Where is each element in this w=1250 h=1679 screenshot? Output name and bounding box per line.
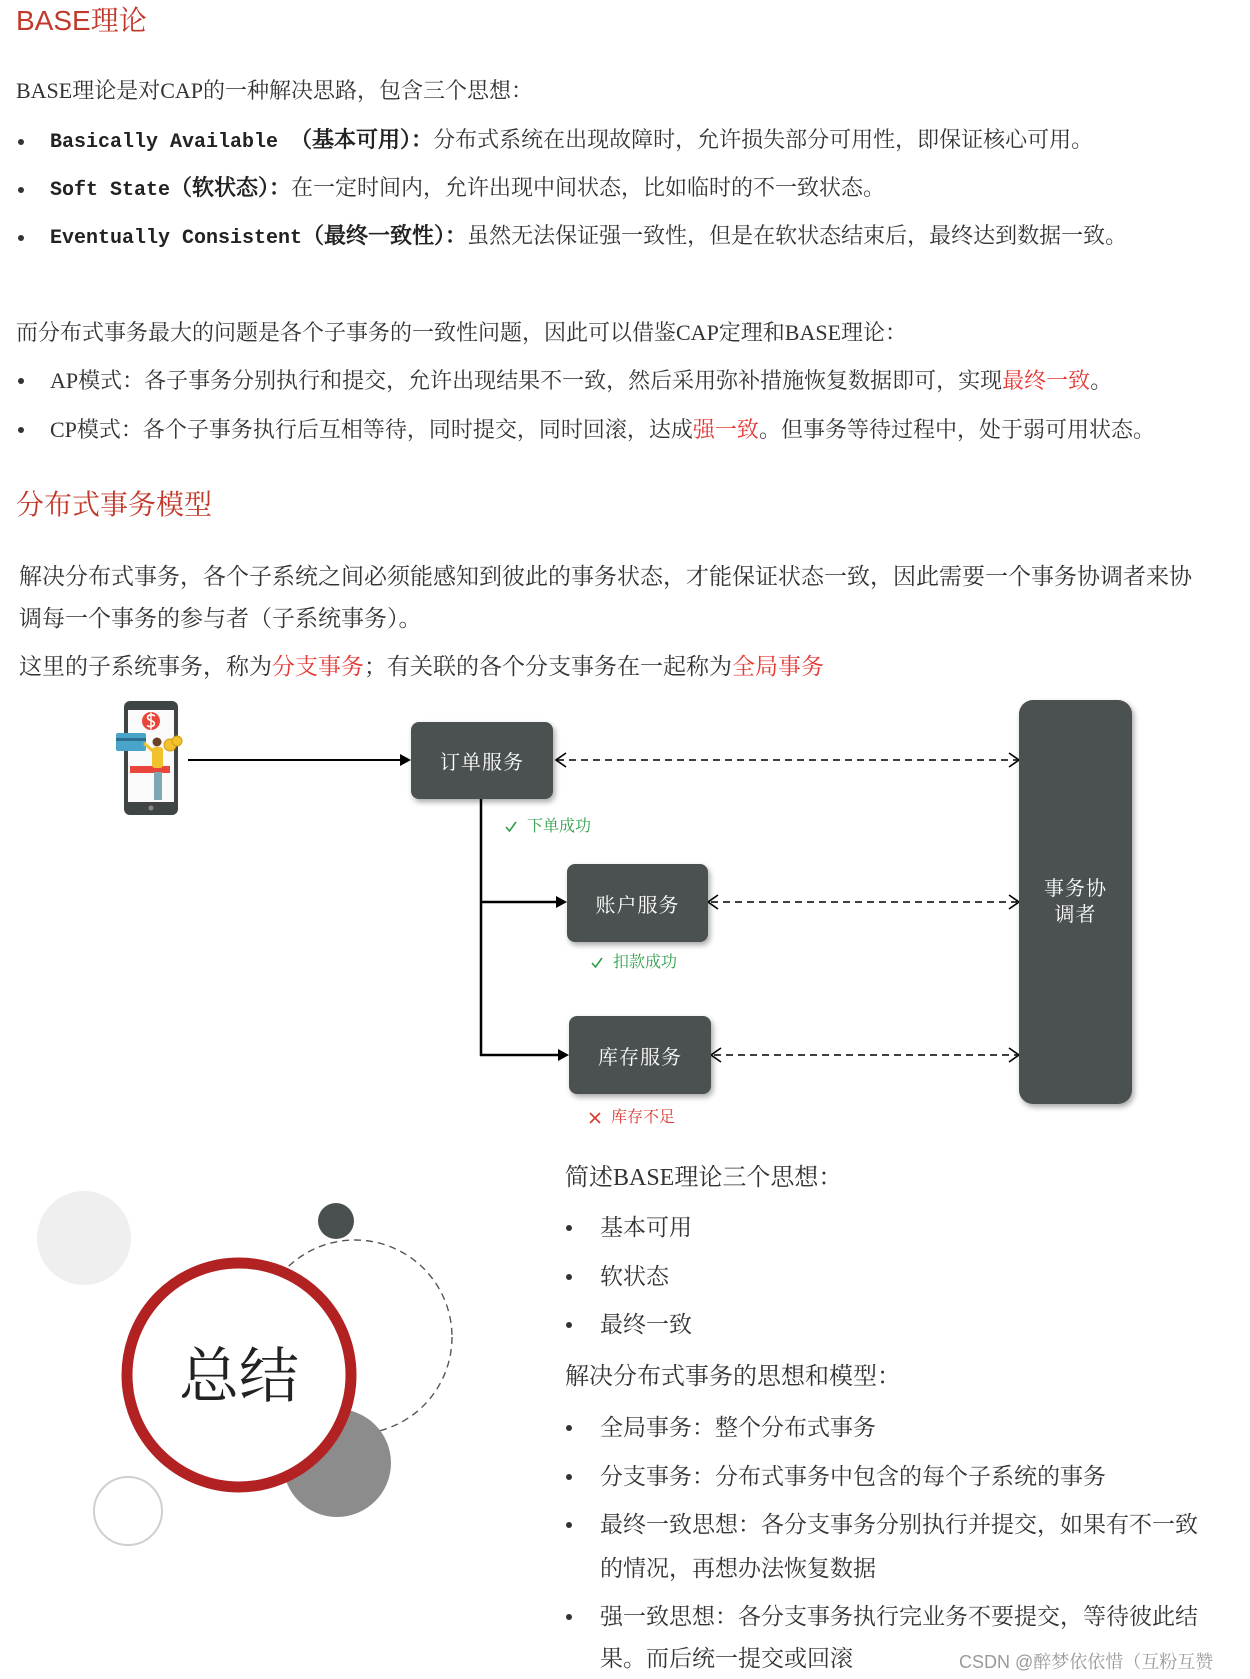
summary-base-title: 简述BASE理论三个思想：	[565, 1165, 843, 1191]
cp-mode-highlight: 强一致	[692, 417, 759, 442]
summary-base-item	[566, 1212, 692, 1244]
ap-mode-highlight: 最终一致	[1002, 368, 1091, 393]
bullet-dot	[566, 1225, 572, 1231]
summary-base-item	[566, 1261, 669, 1293]
inventory-service-box: 库存服务	[569, 1016, 711, 1094]
base-item-desc: 在一定时间内，允许出现中间状态，比如临时的不一致状态。	[291, 175, 886, 200]
bullet-dot	[566, 1474, 572, 1480]
account-coordinator-link	[708, 895, 1019, 909]
csdn-watermark: CSDN @醉梦依依惜（互粉互赞	[959, 1652, 1214, 1672]
base-heading: BASE理论	[16, 5, 147, 36]
account-service-box: 账户服务	[567, 864, 708, 942]
summary-model-item	[566, 1461, 1106, 1493]
branch-transaction-term: 分支事务	[272, 654, 364, 679]
base-item-desc: 分布式系统在出现故障时，允许损失部分可用性，即保证核心可用。	[433, 127, 1094, 152]
check-icon	[504, 820, 518, 834]
coordinator-label-line: 事务协	[1044, 878, 1107, 900]
summary-base-item-text: 软状态	[600, 1264, 669, 1289]
payment-phone-icon	[116, 700, 183, 816]
account-status-text: 扣款成功	[613, 954, 678, 971]
ap-mode-tail: 。	[1090, 368, 1113, 393]
decor-circle-outline	[94, 1477, 162, 1545]
summary-model-title: 解决分布式事务的思想和模型：	[565, 1364, 901, 1390]
request-arrow	[188, 754, 411, 766]
summary-model-item	[566, 1601, 1198, 1633]
base-intro: BASE理论是对CAP的一种解决思路，包含三个思想：	[16, 78, 534, 103]
summary-model-item-text: 全局事务：整个分布式事务	[600, 1415, 876, 1440]
bullet-dot	[18, 235, 24, 241]
inventory-status-label	[588, 1108, 675, 1128]
summary-model-item	[566, 1509, 1198, 1541]
order-coordinator-link	[556, 753, 1019, 767]
transaction-diagram	[0, 690, 1250, 1140]
bullet-dot	[566, 1425, 572, 1431]
base-item-term-cn: （基本可用）：	[290, 127, 434, 152]
bullet-dot	[566, 1614, 572, 1620]
definition-text: 这里的子系统事务，称为	[19, 654, 272, 679]
summary-base-item-text: 最终一致	[600, 1312, 692, 1337]
inventory-coordinator-link	[711, 1048, 1019, 1062]
bullet-dot	[566, 1274, 572, 1280]
summary-model-item-text: 最终一致思想：各分支事务分别执行并提交，如果有不一致	[600, 1512, 1198, 1537]
bullet-dot	[566, 1522, 572, 1528]
bullet-dot	[18, 187, 24, 193]
model-paragraph-line: 解决分布式事务，各个子系统之间必须能感知到彼此的事务状态，才能保证状态一致，因此需要一个事务协调者来协	[19, 564, 1192, 589]
base-item-eventually-consistent	[18, 221, 1127, 254]
base-item-term-cn: （最终一致性）：	[302, 223, 468, 248]
bullet-dot	[18, 427, 24, 433]
order-service-box: 订单服务	[411, 722, 553, 799]
global-transaction-term: 全局事务	[732, 654, 824, 679]
order-status-text: 下单成功	[527, 818, 592, 835]
summary-model-item-text: 分支事务：分布式事务中包含的每个子系统的事务	[600, 1464, 1106, 1489]
consistency-problem: 而分布式事务最大的问题是各个子事务的一致性问题，因此可以借鉴CAP定理和BASE理论：	[16, 320, 908, 345]
cp-mode-text: CP模式：各个子事务执行后互相等待，同时提交，同时回滚，达成	[50, 417, 693, 442]
inventory-status-text: 库存不足	[611, 1109, 676, 1126]
model-heading: 分布式事务模型	[16, 489, 213, 520]
bullet-dot	[18, 139, 24, 145]
coordinator-label-line: 调者	[1054, 904, 1097, 926]
base-item-basically-available	[18, 125, 1093, 158]
summary-model-item-text: 强一致思想：各分支事务执行完业务不要提交，等待彼此结	[600, 1604, 1198, 1629]
order-status-label	[504, 817, 591, 837]
base-item-term: Soft State	[50, 179, 171, 202]
model-paragraph-line: 调每一个事务的参与者（子系统事务）。	[19, 606, 422, 631]
summary-badge: 总结	[179, 1344, 299, 1410]
cp-mode-item	[18, 415, 1155, 445]
cp-mode-tail: 。但事务等待过程中，处于弱可用状态。	[758, 417, 1155, 442]
summary-base-item-text: 基本可用	[600, 1215, 692, 1240]
summary-base-item	[566, 1309, 692, 1341]
summary-model-item-continuation: 的情况，再想办法恢复数据	[600, 1556, 876, 1581]
ap-mode-item	[18, 366, 1112, 396]
account-branch-arrow	[480, 896, 567, 908]
model-definition	[19, 651, 824, 683]
summary-model-item	[566, 1412, 876, 1444]
base-item-term: Eventually Consistent	[50, 227, 303, 250]
transaction-coordinator-box	[1019, 700, 1132, 1104]
check-icon	[590, 956, 604, 970]
bullet-dot	[18, 378, 24, 384]
decor-circle-light	[37, 1191, 131, 1285]
ap-mode-text: AP模式：各子事务分别执行和提交，允许出现结果不一致，然后采用弥补措施恢复数据即可，实现	[50, 368, 1003, 393]
inventory-branch-arrow	[480, 1049, 569, 1061]
base-item-soft-state	[18, 173, 885, 206]
cross-icon	[588, 1111, 602, 1125]
decor-circle-dark	[318, 1203, 354, 1239]
base-item-term-cn: （软状态）：	[170, 175, 292, 200]
account-status-label	[590, 953, 677, 973]
bullet-dot	[566, 1322, 572, 1328]
base-item-term: Basically Available	[50, 131, 291, 154]
definition-text: ；有关联的各个分支事务在一起称为	[364, 654, 732, 679]
summary-model-item-continuation: 果。而后统一提交或回滚	[600, 1646, 853, 1671]
base-item-desc: 虽然无法保证强一致性，但是在软状态结束后，最终达到数据一致。	[467, 223, 1128, 248]
